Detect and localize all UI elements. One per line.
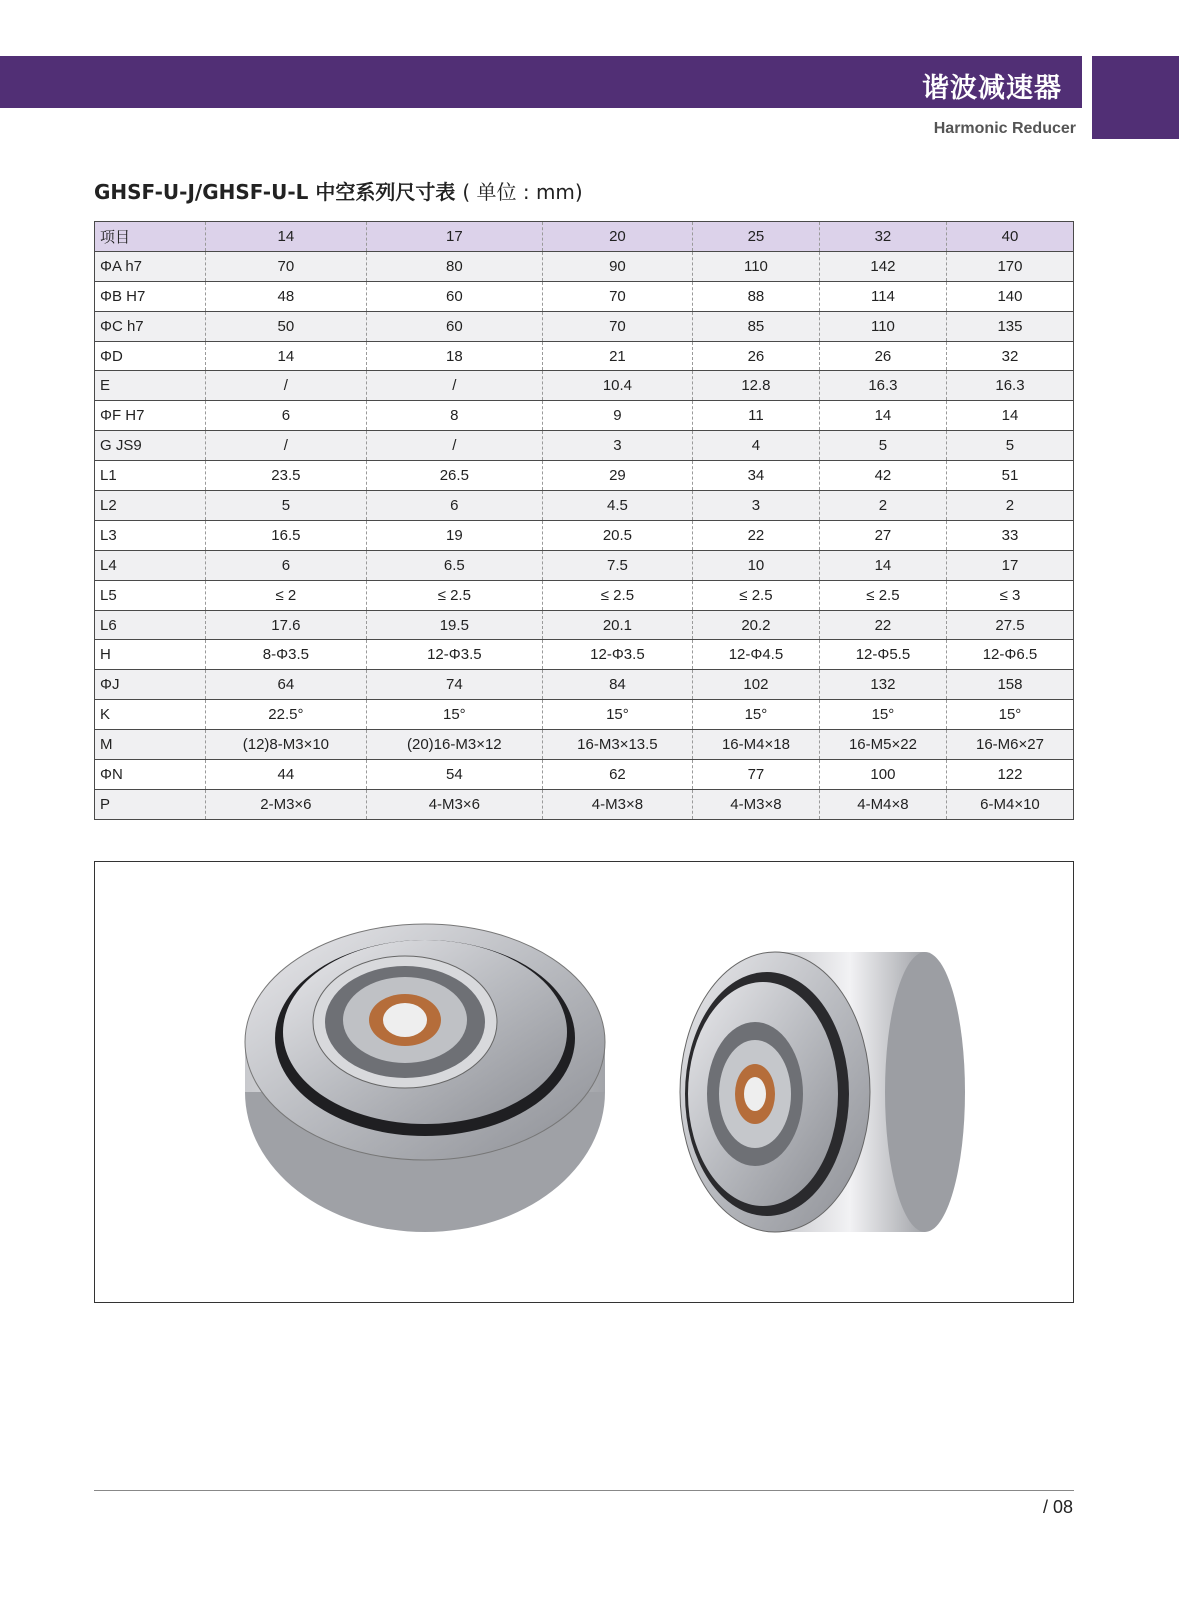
side-accent-block	[1092, 56, 1179, 139]
table-cell: 4-M3×8	[542, 789, 692, 819]
table-cell: 42	[819, 461, 946, 491]
table-cell: 20.1	[542, 610, 692, 640]
table-cell: 23.5	[206, 461, 367, 491]
table-cell: 6-M4×10	[946, 789, 1073, 819]
table-cell: 15°	[366, 700, 542, 730]
row-label: L2	[95, 491, 206, 521]
table-cell: 142	[819, 251, 946, 281]
table-cell: 60	[366, 281, 542, 311]
table-cell: /	[366, 431, 542, 461]
table-cell: 12.8	[692, 371, 819, 401]
row-label: L4	[95, 550, 206, 580]
table-cell: 10	[692, 550, 819, 580]
table-cell: 14	[819, 550, 946, 580]
table-cell: 14	[819, 401, 946, 431]
table-cell: 48	[206, 281, 367, 311]
table-cell: 12-Φ4.5	[692, 640, 819, 670]
dimension-table	[94, 221, 1074, 820]
table-cell: 12-Φ3.5	[366, 640, 542, 670]
table-cell: (20)16-M3×12	[366, 730, 542, 760]
table-row	[95, 491, 1074, 521]
table-cell: 4-M3×8	[692, 789, 819, 819]
table-cell: 14	[206, 341, 367, 371]
row-label: ΦD	[95, 341, 206, 371]
table-cell: 12-Φ6.5	[946, 640, 1073, 670]
table-cell: 5	[206, 491, 367, 521]
table-cell: 4	[692, 431, 819, 461]
column-header: 项目	[95, 222, 206, 252]
reducer-angled-view	[680, 952, 965, 1232]
table-cell: 22.5°	[206, 700, 367, 730]
table-row	[95, 371, 1074, 401]
table-cell: 17	[946, 550, 1073, 580]
table-cell: ≤ 2	[206, 580, 367, 610]
table-cell: 70	[542, 311, 692, 341]
table-title-main: GHSF-U-J/GHSF-U-L 中空系列尺寸表	[94, 180, 456, 204]
row-label: ΦN	[95, 760, 206, 790]
table-cell: 110	[692, 251, 819, 281]
table-title	[94, 176, 583, 205]
table-row	[95, 550, 1074, 580]
table-row	[95, 311, 1074, 341]
table-cell: (12)8-M3×10	[206, 730, 367, 760]
table-cell: 70	[206, 251, 367, 281]
table-cell: 62	[542, 760, 692, 790]
table-cell: 3	[692, 491, 819, 521]
table-cell: 20.2	[692, 610, 819, 640]
table-cell: 34	[692, 461, 819, 491]
table-row	[95, 341, 1074, 371]
row-label: P	[95, 789, 206, 819]
table-cell: 20.5	[542, 520, 692, 550]
table-cell: 11	[692, 401, 819, 431]
footer-rule	[94, 1490, 1074, 1491]
table-cell: 27	[819, 520, 946, 550]
table-cell: 5	[946, 431, 1073, 461]
table-cell: 15°	[542, 700, 692, 730]
table-cell: 7.5	[542, 550, 692, 580]
row-label: L6	[95, 610, 206, 640]
table-row	[95, 640, 1074, 670]
table-cell: 16.3	[946, 371, 1073, 401]
table-cell: 4.5	[542, 491, 692, 521]
table-cell: 26	[692, 341, 819, 371]
table-cell: 12-Φ3.5	[542, 640, 692, 670]
table-cell: 16.5	[206, 520, 367, 550]
table-cell: 22	[819, 610, 946, 640]
table-row	[95, 281, 1074, 311]
column-header: 40	[946, 222, 1073, 252]
table-cell: 135	[946, 311, 1073, 341]
table-cell: 15°	[692, 700, 819, 730]
table-cell: 80	[366, 251, 542, 281]
table-cell: 16.3	[819, 371, 946, 401]
table-cell: ≤ 2.5	[692, 580, 819, 610]
table-cell: 140	[946, 281, 1073, 311]
table-cell: 60	[366, 311, 542, 341]
row-label: L1	[95, 461, 206, 491]
table-cell: 2	[819, 491, 946, 521]
table-cell: 54	[366, 760, 542, 790]
table-row	[95, 789, 1074, 819]
row-label: G JS9	[95, 431, 206, 461]
table-cell: 8-Φ3.5	[206, 640, 367, 670]
table-cell: 9	[542, 401, 692, 431]
row-label: K	[95, 700, 206, 730]
table-row	[95, 431, 1074, 461]
table-row	[95, 401, 1074, 431]
table-cell: 51	[946, 461, 1073, 491]
table-row	[95, 461, 1074, 491]
product-image-frame	[94, 861, 1074, 1303]
table-cell: 132	[819, 670, 946, 700]
table-cell: ≤ 2.5	[819, 580, 946, 610]
table-cell: 18	[366, 341, 542, 371]
table-cell: 3	[542, 431, 692, 461]
table-cell: 10.4	[542, 371, 692, 401]
table-cell: 14	[946, 401, 1073, 431]
table-cell: 16-M6×27	[946, 730, 1073, 760]
table-cell: 158	[946, 670, 1073, 700]
table-cell: 90	[542, 251, 692, 281]
table-cell: 84	[542, 670, 692, 700]
table-cell: 19	[366, 520, 542, 550]
table-cell: 2-M3×6	[206, 789, 367, 819]
table-cell: 5	[819, 431, 946, 461]
table-cell: 21	[542, 341, 692, 371]
column-header: 20	[542, 222, 692, 252]
row-label: L5	[95, 580, 206, 610]
table-cell: ≤ 2.5	[366, 580, 542, 610]
table-cell: 12-Φ5.5	[819, 640, 946, 670]
table-cell: 44	[206, 760, 367, 790]
table-cell: 26.5	[366, 461, 542, 491]
table-cell: 6	[366, 491, 542, 521]
table-cell: 74	[366, 670, 542, 700]
table-cell: 100	[819, 760, 946, 790]
column-header: 25	[692, 222, 819, 252]
column-header: 14	[206, 222, 367, 252]
row-label: ΦJ	[95, 670, 206, 700]
row-label: M	[95, 730, 206, 760]
column-header: 32	[819, 222, 946, 252]
table-cell: 26	[819, 341, 946, 371]
page-number: / 08	[1042, 1497, 1073, 1517]
table-cell: 29	[542, 461, 692, 491]
table-cell: 17.6	[206, 610, 367, 640]
table-cell: 2	[946, 491, 1073, 521]
table-cell: 16-M4×18	[692, 730, 819, 760]
table-row	[95, 610, 1074, 640]
row-label: H	[95, 640, 206, 670]
header-title: 谐波减速器	[922, 73, 1062, 104]
row-label: E	[95, 371, 206, 401]
table-title-unit: ( 单位 : mm)	[462, 180, 583, 204]
header-subtitle: Harmonic Reducer	[933, 120, 1076, 137]
table-cell: 6	[206, 550, 367, 580]
product-photo	[95, 862, 1073, 1302]
table-cell: 170	[946, 251, 1073, 281]
table-row	[95, 520, 1074, 550]
table-cell: 50	[206, 311, 367, 341]
table-cell: ≤ 2.5	[542, 580, 692, 610]
table-cell: /	[206, 431, 367, 461]
table-cell: 114	[819, 281, 946, 311]
table-cell: 22	[692, 520, 819, 550]
column-header: 17	[366, 222, 542, 252]
row-label: ΦA h7	[95, 251, 206, 281]
row-label: ΦF H7	[95, 401, 206, 431]
table-body	[95, 251, 1074, 819]
table-cell: 85	[692, 311, 819, 341]
table-row	[95, 760, 1074, 790]
table-cell: 8	[366, 401, 542, 431]
table-cell: ≤ 3	[946, 580, 1073, 610]
reducer-front-view	[245, 924, 605, 1232]
table-cell: 16-M5×22	[819, 730, 946, 760]
table-cell: 4-M3×6	[366, 789, 542, 819]
header-bar	[0, 56, 1082, 108]
table-cell: 6	[206, 401, 367, 431]
table-cell: 15°	[946, 700, 1073, 730]
table-cell: 77	[692, 760, 819, 790]
table-row	[95, 670, 1074, 700]
table-cell: 15°	[819, 700, 946, 730]
table-row	[95, 700, 1074, 730]
row-label: L3	[95, 520, 206, 550]
table-row	[95, 580, 1074, 610]
table-cell: 16-M3×13.5	[542, 730, 692, 760]
table-cell: 110	[819, 311, 946, 341]
table-cell: 122	[946, 760, 1073, 790]
table-cell: 33	[946, 520, 1073, 550]
table-cell: /	[206, 371, 367, 401]
table-row	[95, 730, 1074, 760]
table-cell: 32	[946, 341, 1073, 371]
table-cell: 19.5	[366, 610, 542, 640]
table-row	[95, 251, 1074, 281]
table-cell: /	[366, 371, 542, 401]
table-cell: 27.5	[946, 610, 1073, 640]
table-cell: 6.5	[366, 550, 542, 580]
table-cell: 4-M4×8	[819, 789, 946, 819]
table-cell: 70	[542, 281, 692, 311]
table-cell: 88	[692, 281, 819, 311]
row-label: ΦB H7	[95, 281, 206, 311]
table-header-row	[95, 222, 1074, 252]
table-cell: 102	[692, 670, 819, 700]
row-label: ΦC h7	[95, 311, 206, 341]
table-cell: 64	[206, 670, 367, 700]
